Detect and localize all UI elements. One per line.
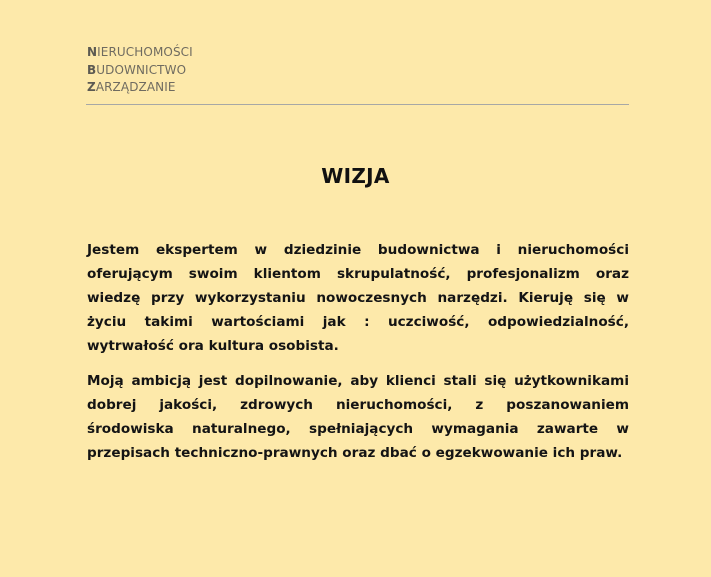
header-text: IERUCHOMOŚCI [97, 45, 193, 59]
header-initial: N [87, 45, 98, 59]
company-header [87, 44, 193, 97]
paragraph-2: Moją ambicją jest dopilnowanie, aby klienci stali się użytkownikami dobrej jakości, zdrowych nieruchomości, z poszanowaniem środowiska naturalnego, spełniających wymagania zawarte w przepisach techniczno-prawnych oraz dbać o egzekwowanie ich praw. [87, 373, 629, 461]
vision-body [87, 238, 629, 476]
header-line-nieruchomosci [87, 44, 193, 62]
header-divider [86, 104, 629, 105]
header-text: UDOWNICTWO [96, 62, 187, 77]
header-text: ARZĄDZANIE [95, 80, 176, 94]
header-initial: B [87, 62, 97, 77]
page-title: WIZJA [321, 164, 390, 188]
header-initial: Z [87, 80, 96, 94]
paragraph-1: Jestem ekspertem w dziedzinie budownictwa i nieruchomości oferującym swoim klientom skrupulatność, profesjonalizm oraz wiedzę przy wykorzystaniu nowoczesnych narzędzi. Kieruję się w życiu takimi wartościami jak : uczciwość, odpowiedzialność, wytrwałość ora kultura osobista. [87, 242, 629, 354]
header-line-budownictwo [87, 62, 193, 80]
header-line-zarzadzanie [87, 79, 193, 97]
